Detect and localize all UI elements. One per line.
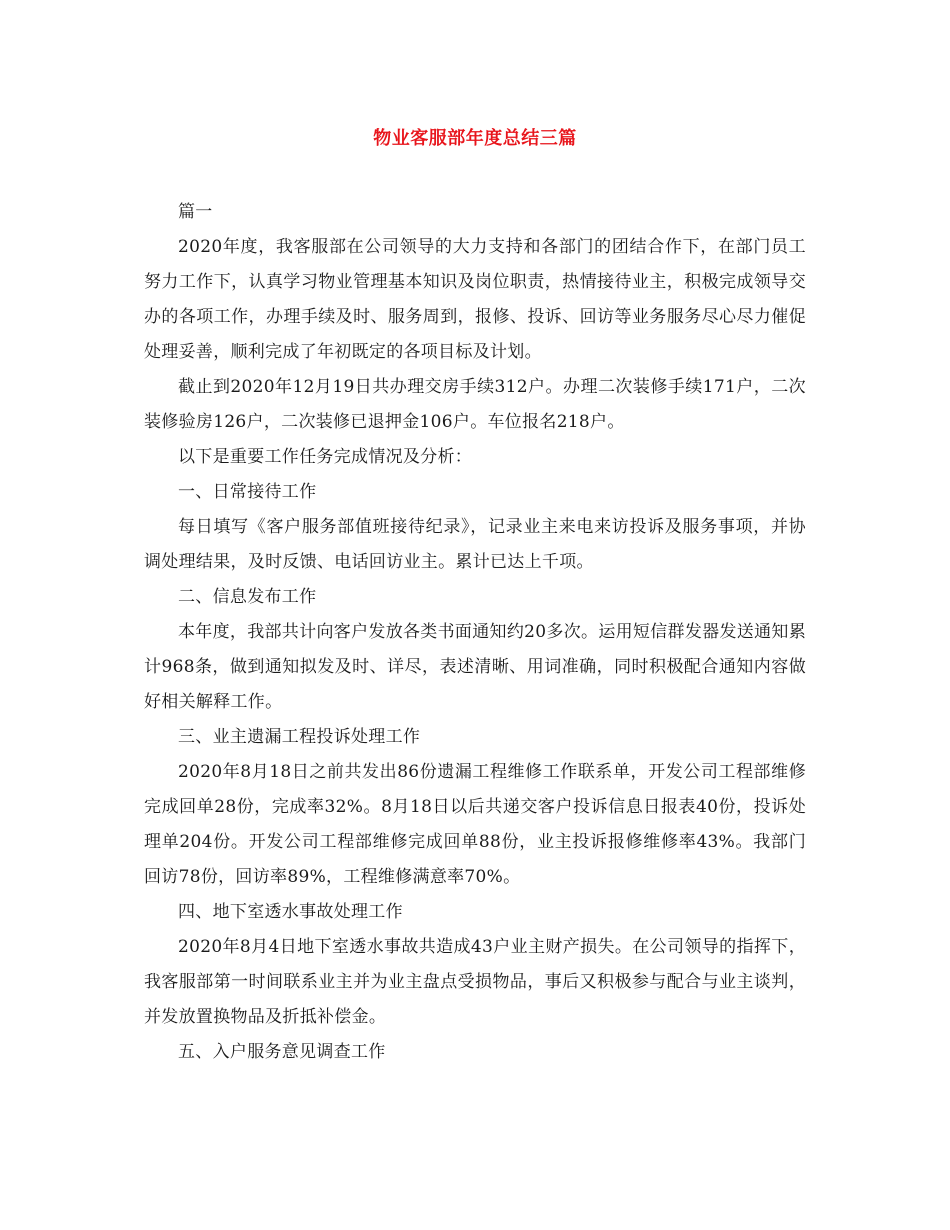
- paragraph-section-label: 篇一: [178, 202, 213, 222]
- heading-household-survey: 五、入户服务意见调查工作: [178, 1042, 386, 1062]
- paragraph-statistics: 截止到2020年12月19日共办理交房手续312户。办理二次装修手续171户，二次装修验房126户，二次装修已退押金106户。车位报名218户。: [144, 377, 806, 432]
- heading-complaint-handling: 三、业主遗漏工程投诉处理工作: [178, 727, 421, 747]
- paragraph-basement-incident: 2020年8月4日地下室透水事故共造成43户业主财产损失。在公司领导的指挥下，我客服部第一时间联系业主并为业主盘点受损物品，事后又积极参与配合与业主谈判，并发放置换物品及折抵补偿金。: [144, 937, 806, 1027]
- paragraph-intro: 2020年度，我客服部在公司领导的大力支持和各部门的团结合作下，在部门员工努力工作下，认真学习物业管理基本知识及岗位职责，热情接待业主，积极完成领导交办的各项工作，办理手续及时、服务周到，报修、投诉、回访等业务服务尽心尽力催促处理妥善，顺利完成了年初既定的各项目标及计划。: [144, 237, 806, 362]
- heading-daily-reception: 一、日常接待工作: [178, 482, 317, 502]
- paragraph-analysis-lead: 以下是重要工作任务完成情况及分析：: [178, 447, 473, 467]
- paragraph-complaint-handling: 2020年8月18日之前共发出86份遗漏工程维修工作联系单，开发公司工程部维修完成回单28份，完成率32%。8月18日以后共递交客户投诉信息日报表40份，投诉处理单204份。开发公司工程部维修完成回单88份，业主投诉报修维修率43%。我部门回访78份，回访率89%，工程维修满意率70%。: [144, 762, 806, 887]
- paragraph-information-release: 本年度，我部共计向客户发放各类书面通知约20多次。运用短信群发器发送通知累计968条，做到通知拟发及时、详尽，表述清晰、用词准确，同时积极配合通知内容做好相关解释工作。: [144, 622, 806, 712]
- heading-information-release: 二、信息发布工作: [178, 587, 317, 607]
- document-title: 物业客服部年度总结三篇: [373, 128, 577, 149]
- heading-basement-incident: 四、地下室透水事故处理工作: [178, 902, 403, 922]
- document-body: [144, 195, 806, 1070]
- paragraph-daily-reception: 每日填写《客户服务部值班接待纪录》，记录业主来电来访投诉及服务事项，并协调处理结果，及时反馈、电话回访业主。累计已达上千项。: [144, 517, 806, 572]
